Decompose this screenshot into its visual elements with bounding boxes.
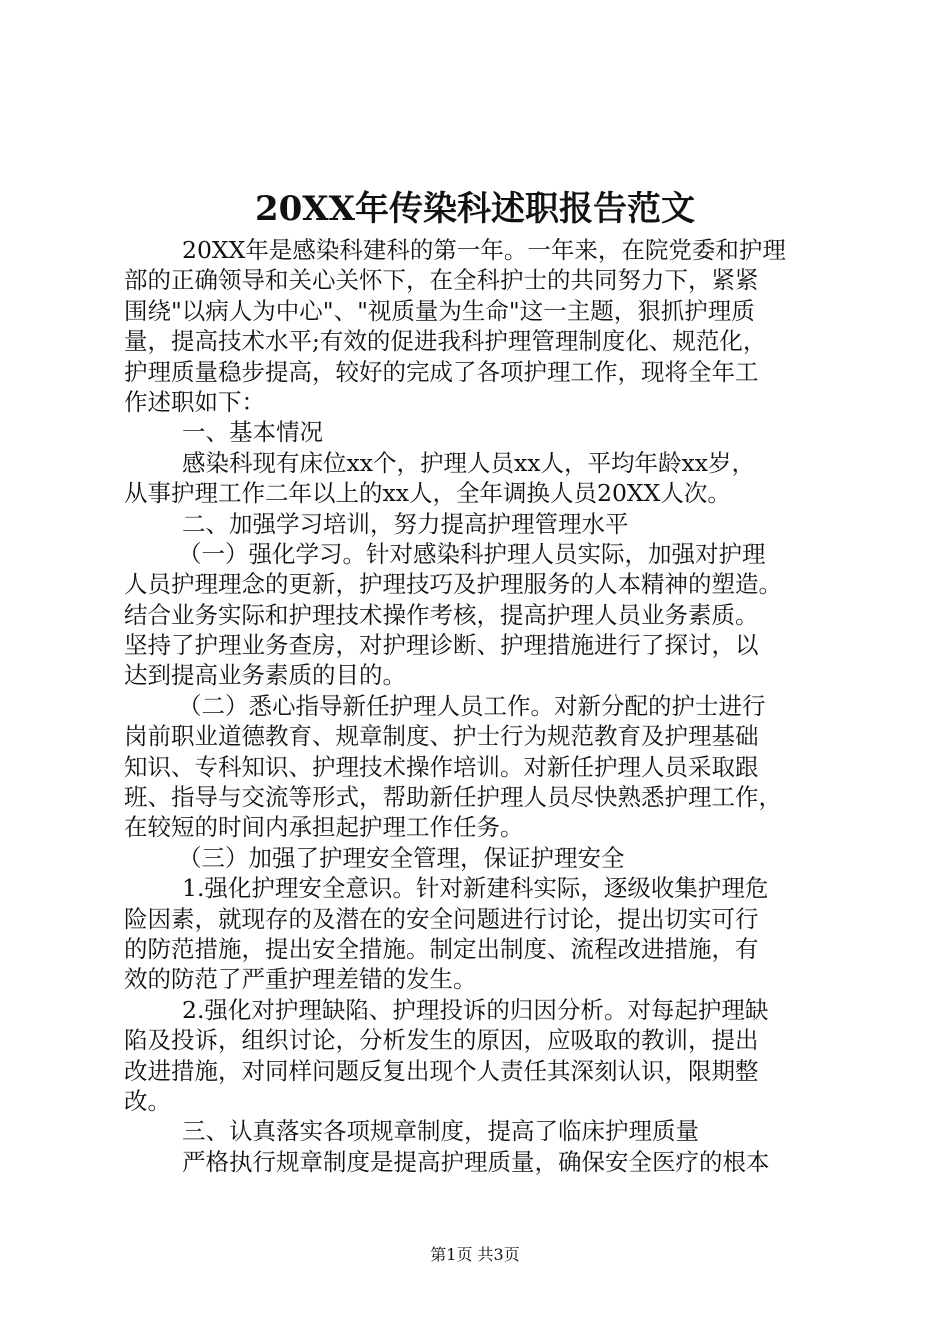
page-footer: 第1页 共3页 [430, 1245, 520, 1264]
body-line: 1.强化护理安全意识。针对新建科实际，逐级收集护理危 [182, 874, 769, 903]
section-heading: 二、加强学习培训，努力提高护理管理水平 [182, 509, 629, 538]
document-title: 20XX年传染科述职报告范文 [254, 189, 696, 229]
body-line: 陷及投诉，组织讨论，分析发生的原因，应吸取的教训，提出 [124, 1026, 759, 1055]
body-line: 严格执行规章制度是提高护理质量，确保安全医疗的根本 [182, 1147, 770, 1176]
body-line: 知识、专科知识、护理技术操作培训。对新任护理人员采取跟 [124, 752, 759, 781]
body-line: 量，提高技术水平;有效的促进我科护理管理制度化、规范化， [124, 327, 767, 356]
section-heading: 三、认真落实各项规章制度，提高了临床护理质量 [182, 1117, 699, 1146]
body-line: 坚持了护理业务查房，对护理诊断、护理措施进行了探讨，以 [124, 631, 759, 660]
document-body [124, 235, 850, 1177]
body-line: 的防范措施，提出安全措施。制定出制度、流程改进措施，有 [124, 934, 759, 963]
body-line: 岗前职业道德教育、规章制度、护士行为规范教育及护理基础 [124, 722, 759, 751]
section-heading: （三）加强了护理安全管理，保证护理安全 [178, 843, 625, 872]
body-line: 效的防范了严重护理差错的发生。 [124, 965, 477, 994]
body-line: 人员护理理念的更新，护理技巧及护理服务的人本精神的塑造。 [124, 570, 782, 599]
body-line: 险因素，就现存的及潜在的安全问题进行讨论，提出切实可行 [124, 904, 759, 933]
body-line: 结合业务实际和护理技术操作考核，提高护理人员业务素质。 [124, 600, 759, 629]
body-line: 围绕"以病人为中心"、"视质量为生命"这一主题，狠抓护理质 [124, 296, 755, 325]
section-heading: 一、基本情况 [182, 418, 323, 447]
body-line: 感染科现有床位xx个，护理人员xx人，平均年龄xx岁， [182, 448, 756, 477]
body-line: 20XX年是感染科建科的第一年。一年来，在院党委和护理 [182, 236, 786, 264]
body-line: 护理质量稳步提高，较好的完成了各项护理工作，现将全年工 [124, 357, 759, 386]
body-line: 达到提高业务素质的目的。 [124, 661, 406, 690]
body-line: （一）强化学习。针对感染科护理人员实际，加强对护理 [178, 539, 766, 568]
body-line: 2.强化对护理缺陷、护理投诉的归因分析。对每起护理缺 [182, 995, 769, 1024]
body-line: 改进措施，对同样问题反复出现个人责任其深刻认识，限期整 [124, 1056, 759, 1085]
body-line: 班、指导与交流等形式，帮助新任护理人员尽快熟悉护理工作， [124, 783, 782, 812]
body-line: 在较短的时间内承担起护理工作任务。 [124, 813, 524, 842]
body-line: 部的正确领导和关心关怀下，在全科护士的共同努力下，紧紧 [124, 266, 759, 295]
body-line: （二）悉心指导新任护理人员工作。对新分配的护士进行 [178, 691, 766, 720]
body-line: 改。 [124, 1086, 171, 1115]
body-line: 从事护理工作二年以上的xx人，全年调换人员20XX人次。 [124, 479, 731, 508]
body-line: 作述职如下： [124, 387, 265, 416]
